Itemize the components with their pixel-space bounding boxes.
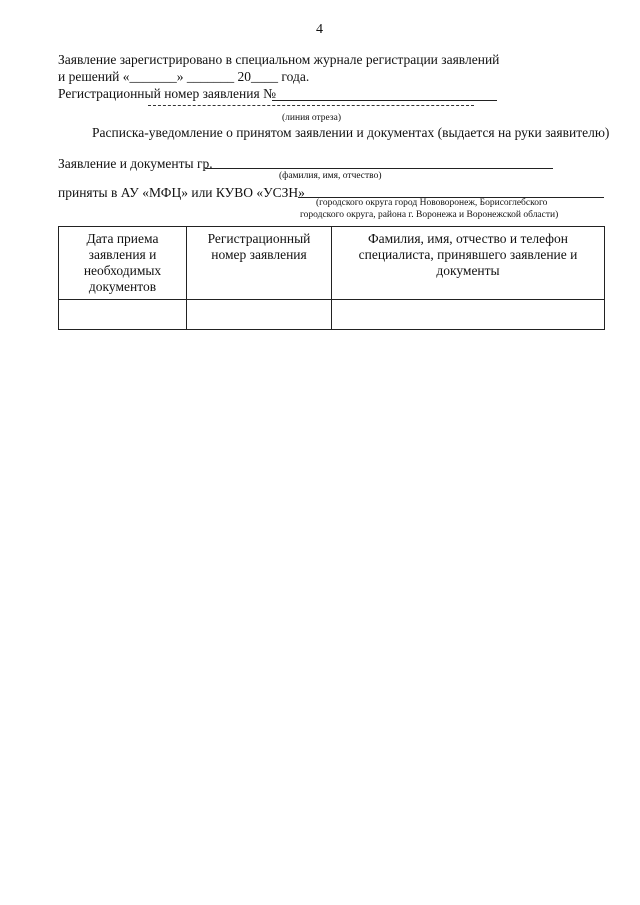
table-row: [59, 300, 605, 330]
receipt-title: Расписка-уведомление о принятом заявлении и документах (выдается на руки заявителю): [92, 125, 610, 140]
registration-number-field[interactable]: [272, 100, 497, 101]
registration-number-label: Регистрационный номер заявления №: [58, 86, 276, 101]
page-number: 4: [316, 22, 323, 37]
table-header-row: [59, 227, 605, 300]
header-specialist: Фамилия, имя, отчество и телефон специалиста, принявшего заявление и документы: [332, 227, 605, 300]
accepted-label: приняты в АУ «МФЦ» или КУВО «УСЗН»: [58, 185, 305, 200]
cut-line-label: (линия отреза): [282, 113, 342, 123]
receipt-table: [58, 226, 605, 330]
accepted-hint-line-2: городского округа, района г. Воронежа и Воронежской области): [300, 210, 559, 220]
cell-specialist[interactable]: [332, 300, 605, 330]
applicant-label: Заявление и документы гр.: [58, 156, 213, 171]
cut-line: [148, 105, 474, 106]
accepted-hint-line-1: (городского округа город Нововоронеж, Борисоглебского: [316, 198, 548, 208]
registration-line-1: Заявление зарегистрировано в специальном журнале регистрации заявлений: [58, 52, 500, 67]
cell-reg-number[interactable]: [187, 300, 332, 330]
header-reg-number: Регистрационный номер заявления: [187, 227, 332, 300]
header-date: Дата приема заявления и необходимых документов: [59, 227, 187, 300]
registration-line-2: и решений «_______» _______ 20____ года.: [58, 69, 310, 84]
applicant-hint: (фамилия, имя, отчество): [279, 171, 382, 181]
cell-date[interactable]: [59, 300, 187, 330]
applicant-name-field[interactable]: [205, 168, 553, 169]
